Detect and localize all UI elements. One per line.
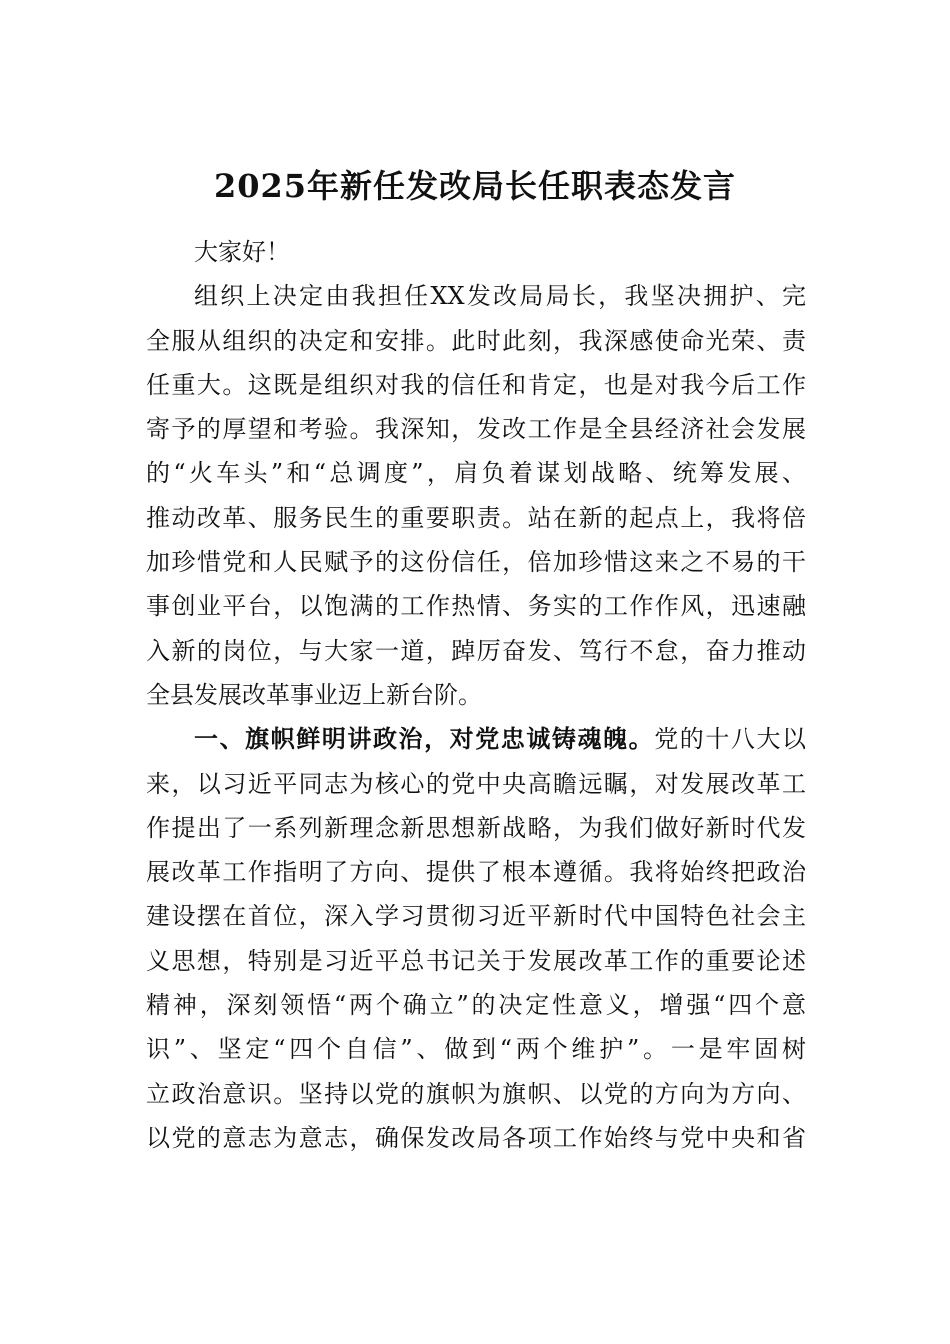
paragraph-line: 立政治意识。坚持以党的旗帜为旗帜、以党的方向为方向、 (146, 1079, 806, 1108)
section-heading-rest: 党的十八大以 (654, 725, 806, 754)
paragraph-line: 建设摆在首位，深入学习贯彻习近平新时代中国特色社会主 (146, 902, 806, 931)
paragraph-line: 精神，深刻领悟“两个确立”的决定性意义，增强“四个意 (146, 991, 806, 1020)
paragraph-intro (146, 274, 806, 717)
paragraph-line: 展改革工作指明了方向、提供了根本遵循。我将始终把政治 (146, 858, 806, 887)
paragraph-line: 推动改革、服务民生的重要职责。站在新的起点上，我将倍 (146, 503, 806, 532)
paragraph-line: 义思想，特别是习近平总书记关于发展改革工作的重要论述 (146, 946, 806, 975)
paragraph-line: 全服从组织的决定和安排。此时此刻，我深感使命光荣、责 (146, 326, 806, 355)
paragraph-line: 组织上决定由我担任XX发改局局长，我坚决拥护、完 (194, 282, 806, 311)
paragraph-line: 识”、坚定“四个自信”、做到“两个维护”。一是牢固树 (146, 1035, 806, 1064)
paragraph-line: 作提出了一系列新理念新思想新战略，为我们做好新时代发 (146, 813, 806, 842)
paragraph-line: 寄予的厚望和考验。我深知，发改工作是全县经济社会发展 (146, 415, 806, 444)
paragraph-line: 入新的岗位，与大家一道，踔厉奋发、笃行不怠，奋力推动 (146, 636, 806, 665)
paragraph-line: 任重大。这既是组织对我的信任和肯定，也是对我今后工作 (146, 370, 806, 399)
section-heading: 一、旗帜鲜明讲政治，对党忠诚铸魂魄。 (194, 725, 655, 754)
paragraph-line: 加珍惜党和人民赋予的这份信任，倍加珍惜这来之不易的干 (146, 548, 806, 577)
section-one (146, 717, 806, 1160)
section-heading-line (146, 717, 806, 761)
paragraph-line: 以党的意志为意志，确保发改局各项工作始终与党中央和省 (146, 1123, 806, 1152)
greeting-line: 大家好！ (194, 238, 290, 266)
paragraph-line: 事创业平台，以饱满的工作热情、务实的工作作风，迅速融 (146, 592, 806, 621)
paragraph-line: 来，以习近平同志为核心的党中央高瞻远瞩，对发展改革工 (146, 769, 806, 798)
paragraph-line: 全县发展改革事业迈上新台阶。 (146, 680, 482, 709)
document-body (146, 230, 806, 1160)
document-title: 2025年新任发改局长任职表态发言 (213, 167, 737, 205)
paragraph-line: 的“火车头”和“总调度”，肩负着谋划战略、统筹发展、 (146, 459, 806, 488)
